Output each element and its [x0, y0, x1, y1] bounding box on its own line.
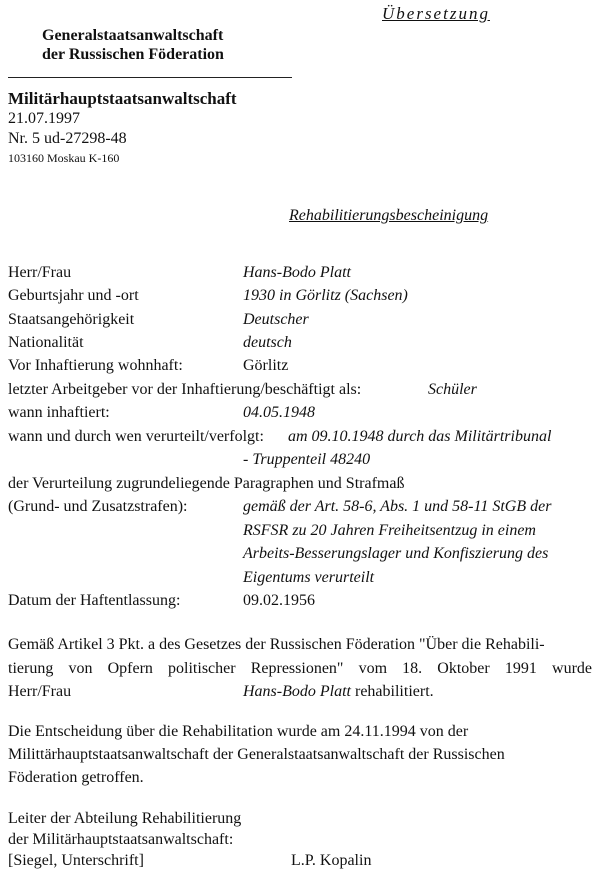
rehab-status: rehabilitiert. — [351, 683, 434, 700]
signatory-title-line1: Leiter der Abteilung Rehabilitierung — [8, 810, 242, 827]
header-divider — [8, 77, 292, 78]
rehab-paragraph-line1: Gemäß Artikel 3 Pkt. a des Gesetzes der Russischen Föderation "Über die Rehabili- — [8, 636, 545, 653]
reference-number: Nr. 5 ud-27298-48 — [8, 130, 127, 147]
basis-value-line4: Eigentums verurteilt — [243, 569, 375, 586]
rehab-paragraph-label: Herr/Frau — [8, 683, 72, 700]
name-value: Hans-Bodo Platt — [243, 264, 351, 281]
sentence-value: am 09.10.1948 durch das Militärtribunal — [288, 428, 552, 445]
signatory-title-line2: der Militärhauptstaatsanwaltschaft: — [8, 831, 234, 848]
signatory-name: L.P. Kopalin — [291, 852, 372, 869]
decision-paragraph-line2: Milittärhauptstaatsanwaltschaft der Generalstaatsanwaltschaft der Russischen — [8, 746, 505, 763]
release-label: Datum der Haftentlassung: — [8, 592, 181, 609]
basis-label: der Verurteilung zugrundeliegende Paragraphen und Strafmaß — [8, 475, 405, 492]
basis-value-line3: Arbeits-Besserungslager und Konfiszierung des — [243, 545, 549, 562]
basis-value-line2: RSFSR zu 20 Jahren Freiheitsentzug in einem — [243, 522, 536, 539]
letter-date: 21.07.1997 — [8, 110, 80, 127]
decision-paragraph-line3: Föderation getroffen. — [8, 769, 144, 786]
decision-paragraph-line1: Die Entscheidung über die Rehabilitation wurde am 24.11.1994 von der — [8, 723, 469, 740]
citizenship-label: Staatsangehörigkeit — [8, 311, 135, 328]
birth-label: Geburtsjahr und -ort — [8, 287, 139, 304]
document-title: Rehabilitierungsbescheinigung — [289, 207, 489, 224]
nationality-value: deutsch — [243, 334, 292, 351]
basis-value-line1: gemäß der Art. 58-6, Abs. 1 und 58-11 StGB der — [243, 498, 552, 515]
rehab-person-name: Hans-Bodo Platt — [243, 683, 351, 700]
name-label: Herr/Frau — [8, 264, 72, 281]
sentence-label: wann und durch wen verurteilt/verfolgt: — [8, 428, 264, 445]
arrest-value: 04.05.1948 — [243, 404, 315, 421]
basis-label-sub: (Grund- und Zusatzstrafen): — [8, 498, 188, 515]
office-name: Militärhauptstaatsanwaltschaft — [8, 89, 237, 108]
rehab-paragraph-name-line — [243, 683, 434, 701]
arrest-label: wann inhaftiert: — [8, 404, 110, 421]
birth-value: 1930 in Görlitz (Sachsen) — [243, 287, 408, 304]
org-name-line2: der Russischen Föderation — [42, 46, 224, 63]
office-address: 103160 Moskau K-160 — [8, 151, 120, 165]
translation-label: Übersetzung — [382, 4, 490, 23]
nationality-label: Nationalität — [8, 334, 84, 351]
residence-value: Görlitz — [243, 357, 289, 374]
employer-label: letzter Arbeitgeber vor der Inhaftierung/beschäftigt als: — [8, 381, 362, 398]
rehab-paragraph-line2: tierung von Opfern politischer Repressionen" vom 18. Oktober 1991 wurde — [8, 660, 592, 677]
employer-value: Schüler — [428, 381, 477, 398]
seal-signature-note: [Siegel, Unterschrift] — [8, 852, 144, 869]
release-value: 09.02.1956 — [243, 592, 315, 609]
citizenship-value: Deutscher — [243, 311, 309, 328]
sentence-value-unit: - Truppenteil 48240 — [243, 451, 371, 468]
residence-label: Vor Inhaftierung wohnhaft: — [8, 357, 183, 374]
org-name-line1: Generalstaatsanwaltschaft — [42, 27, 224, 44]
